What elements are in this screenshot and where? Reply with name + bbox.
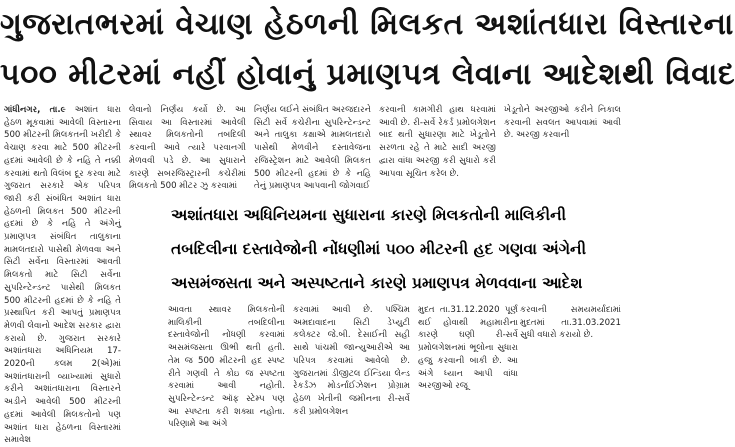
- article-column-3-text: નિર્ણય લઈને સંબંધિત અરજદારને સિટી સર્વે કચેરીના સુપરિન્ટેન્ડન્ટ અને તાલુકા કક્ષાએ મામલતદારો પાસેથી મેળવીને દસ્તાવેજના રજિસ્ટ્રેશન માટે આવેલી મિલકત 500 મીટરની હદમાં છે કે નહિ તેનું પ્રમાણપત્ર આપવાની જોગવાઈ: [254, 105, 371, 192]
- lower-column-4-text: મુદત તા.31.12.2020 પૂર્ણ થઈ હોવાથી મહામારીના કારણે ઘણી રી-સર્વે પ્રમોલગેશનમાં ભૂલોના સુધારા હજુ કરવાની બાકી છે. આ અંગે ધ્યાન આપી વાંધા અરજીઓ રજૂ: [418, 305, 518, 392]
- headline-line-2: ૫૦૦ મીટરમાં નહીં હોવાનું પ્રમાણપત્ર લેવાના આદેશથી વિવાદ: [0, 57, 735, 92]
- article-column-4-text: કરવાની કામગીરી હાથ ધરવામાં આવી છે. રી-સર્વે રેકર્ડ પ્રમોલગેશન બાદ થતી સુધારણા માટે ખેડૂતોને સરળતા રહે તે માટે સાદી અરજી દ્વારા વાંધા અરજી કરી સુધારો કરી આપવા સૂચિત કરેલ છે.: [379, 105, 496, 179]
- subheadline-box: [167, 198, 621, 302]
- lower-column-4: [418, 304, 518, 409]
- lower-column-5-text: કરવાની સમયમર્યાદામાં મુદતમાં તા.31.03.2021 સુધી વધારો કરાયો છે.: [520, 305, 621, 341]
- article-column-1: [4, 104, 122, 446]
- lower-column-2-text: આવતા સ્થાવર મિલકતોની માલિકીની તબદિલીના દસ્તાવેજોની નોંધણી કરવામાં અસમંજસતા ઊભી થતી હતી. તેમ જ 500 મીટરની હદ સ્પષ્ટ રીતે ગણવી તે કોઇ જ સ્પષ્ટતા કરવામાં આવી નહોતી. સુપરિન્ટેન્ડન્ટ ઑફ સ્ટેમ્પ પણ આ સ્પષ્ટતા કરી શક્યા નહોતા. પરિણામે આ અંગે: [168, 305, 285, 430]
- headline-line-1: ગુજરાતભરમાં વેચાણ હેઠળની મિલકત અશાંતધારા વિસ્તારના: [0, 7, 734, 42]
- article-column-2-text: લેવાનો નિર્ણય કર્યો છે. આ સિવાય આ વિસ્તારમાં આવેલી સ્થાવર મિલકતોની તબદિલી કરવાની આવે ત્યારે પરવાનગી મેળવવી પડે છે. આ સુધારાને કારણે સબરજિસ્ટ્રારની કચેરીમાં મિલકતો 500 મીટર ઝુ કરવામાં: [129, 105, 246, 192]
- subheadline-line-3: અસમંજસતા અને અસ્પષ્ટતાને કારણે પ્રમાણપત્ર મેળવવાના આદેશ: [171, 274, 583, 292]
- lower-column-2: [168, 304, 285, 430]
- lower-column-3-text: કરવામાં આવી છે. પશ્ચિમ અમદાવાદના સિટી ડેપ્યુટી કલેક્ટર જે.બી. દેસાઈની સહી સાથે પાંચમી જાન્યુઆરીએ આ પરિપત્ર કરવામાં આવેલો છે. ગુજરાતમાં ડીજીટલ ઈન્ડિયા લેન્ડ રેકર્ડઝ મોડર્નાઈઝેશન પ્રોગ્રામ હેઠળ ખેતીની જમીનના રી-સર્વે કરી પ્રમોલગેશન: [293, 305, 410, 417]
- dateline: ગાંધીનગર, તા.૯: [4, 105, 66, 115]
- lower-column-5: [520, 304, 621, 409]
- subheadline-line-2: તબદિલીના દસ્તાવેજોની નોંધણીમાં ૫૦૦ મીટરની હદ ગણવા અંગેની: [171, 240, 587, 258]
- lower-column-3: [293, 304, 410, 417]
- article-column-5-text: ખેડૂતોને અરજીઓ કરીને નિકાલ કરવાની સવલત આપવામાં આવી છે. અરજી કરવાની: [504, 105, 621, 141]
- subheadline-line-1: અશાંતધારા અધિનિયમના સુધારાના કારણે મિલકતોની માલિકીની: [171, 206, 567, 224]
- article-column-1-text: અશાંત ધારા હેઠળ મૂકવામાં આવેલી વિસ્તારના 500 મીટરની મિલકતની ખરીદી કે વેચાણ કરવા માટે 500 મીટરની હદમાં આવેલી છે કે નહિ તે નક્કી કરવામાં થતો વિલંબ દૂર કરવા માટે ગુજરાત સરકારે એક પરિપત્ર જારી કરી સંબંધિત અશાંત ધારા હેઠળની મિલકત 500 મીટરની હદમાં છે કે નહિ તે અંગેનું પ્રમાણપત્ર સંબંધિત તાલુકાના મામલતદારો પાસેથી મેળવવા અને સિટી સર્વેના વિસ્તારમાં આવતી મિલકતો માટે સિટી સર્વેના સુપરિન્ટેન્ડન્ટ પાસેથી મિલકત 500 મીટરની હદમાં છે કે નહિ તે પ્રસ્થાપિત કરી આપતું પ્રમાણપત્ર મેળવી લેવાનો આદેશ સરકાર દ્વારા કરાયો છે. ગુજરાત સરકારે અશાંતધારા અધિનિયમ 17-2020ની કલમ 2(એ)માં અશાંતધારાની વ્યાખ્યામાં સુધારો કરીને અશાંતધારાના વિસ્તારને અડીને આવેલી 500 મીટરની હદમાં આવેલી મિલકતોનો પણ અશાંત ધારા હેઠળના વિસ્તારમાં સમાવેશ: [4, 105, 122, 446]
